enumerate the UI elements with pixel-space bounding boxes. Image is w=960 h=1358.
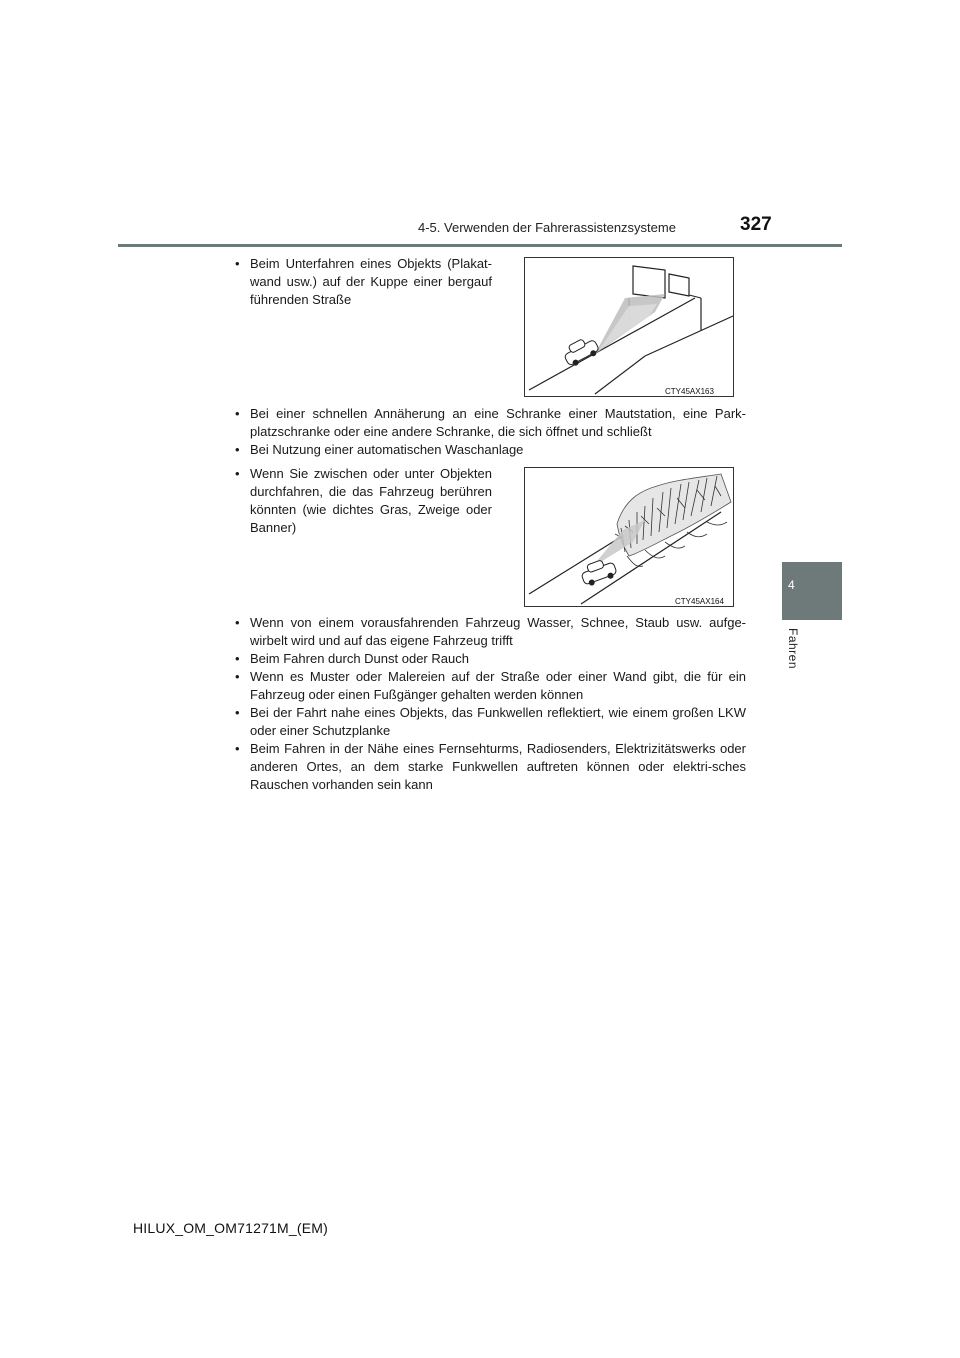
- bullet-list-3: [232, 465, 492, 537]
- list-item: • Bei der Fahrt nahe eines Objekts, das Funkwellen reflektiert, wie einem großen LKW oder einer Schutzplanke: [232, 704, 746, 740]
- page-number: 327: [740, 214, 772, 235]
- car-under-billboard-illustration: [525, 258, 733, 396]
- figure-billboard: [524, 257, 734, 397]
- bullet-list-2: [232, 405, 746, 459]
- list-item: • Wenn es Muster oder Malereien auf der Straße oder einer Wand gibt, die für ein Fahrzeug oder einen Fußgänger gehalten werden können: [232, 668, 746, 704]
- figure-code: CTY45AX164: [675, 597, 724, 606]
- chapter-number: 4: [788, 578, 795, 592]
- chapter-label: Fahren: [786, 628, 800, 670]
- list-item: • Wenn von einem vorausfahrenden Fahrzeug Wasser, Schnee, Staub usw. aufge-wirbelt wird und auf das eigene Fahrzeug trifft: [232, 614, 746, 650]
- bullet-list-1: [232, 255, 492, 309]
- list-item: • Bei Nutzung einer automatischen Waschanlage: [232, 441, 746, 459]
- figure-grass: [524, 467, 734, 607]
- list-item: • Beim Fahren durch Dunst oder Rauch: [232, 650, 746, 668]
- list-item: • Bei einer schnellen Annäherung an eine Schranke einer Mautstation, eine Park-platzschranke oder eine andere Schranke, die sich öffnet und schließt: [232, 405, 746, 441]
- page-header: [0, 0, 960, 250]
- car-through-grass-illustration: [525, 468, 733, 606]
- figure-code: CTY45AX163: [665, 387, 714, 396]
- footer-doc-id: HILUX_OM_OM71271M_(EM): [133, 1220, 329, 1236]
- block-grass: [232, 465, 746, 607]
- list-item: • Wenn Sie zwischen oder unter Objekten durchfahren, die das Fahrzeug berühren könnten (wie dichtes Gras, Zweige oder Banner): [232, 465, 492, 537]
- list-item: • Beim Fahren in der Nähe eines Fernsehturms, Radiosenders, Elektrizitätswerks oder anderen Ortes, an dem starke Funkwellen auftreten können oder elektri-sches Rauschen vorhanden sein kann: [232, 740, 746, 794]
- bullet-list-4: [232, 614, 746, 794]
- section-title: 4-5. Verwenden der Fahrerassistenzsysteme: [418, 220, 676, 235]
- block-billboard: [232, 255, 746, 397]
- header-rule: [118, 244, 842, 247]
- list-item: • Beim Unterfahren eines Objekts (Plakat-wand usw.) auf der Kuppe einer bergauf führenden Straße: [232, 255, 492, 309]
